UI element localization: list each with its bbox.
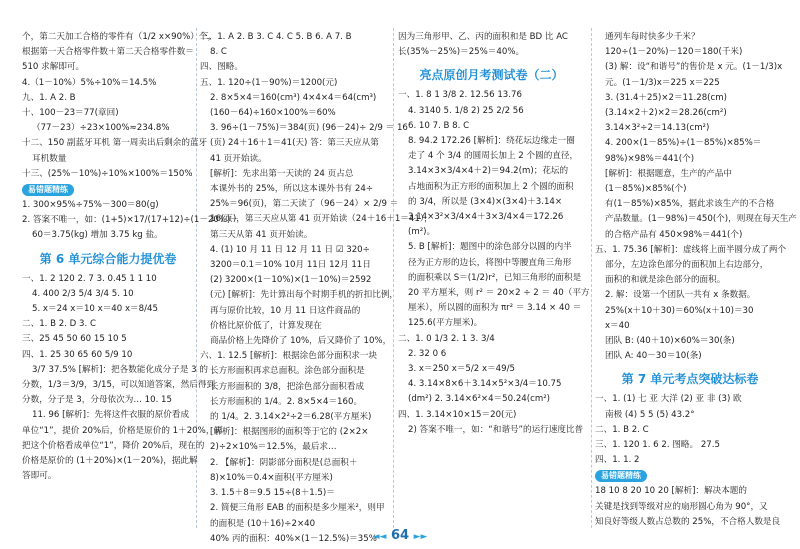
column-divider (196, 28, 197, 528)
text-line: 一、1. (1) 七 亚 大洋 (2) 亚 非 (3) 欧 (595, 394, 742, 405)
text-line: 18 10 8 20 10 20 [解析]：解决本题的 (595, 486, 747, 497)
text-line: 16(页)，第三天应从第 41 页开始读（24＋16＋1＝41）， (210, 214, 433, 225)
text-line: 分数，分子是 3，分母依次为… 10. 15 (22, 395, 172, 406)
text-line: 长方形面积再求总面积。涂色部分面积是 (210, 366, 365, 377)
text-line: 十、100－23＝77(章回) (22, 108, 119, 119)
text-line: 五、1. 120÷(1－90%)＝1200(元) (200, 77, 338, 88)
text-line: 答即可。 (22, 471, 57, 482)
text-line: 价格比原价低了，计算发现在 (210, 320, 322, 331)
text-line: 40% 丙的面积：40%×(1－12.5%)＝35% (210, 533, 377, 544)
text-line: 六、1. 12.5 [解析]：根据涂色部分面积求一块 (200, 351, 378, 362)
text-line: 3. (31.4＋25)×2＝11.28(cm) (605, 92, 727, 103)
text-line: 二、1. B 2. C (595, 424, 649, 435)
text-line: 三、25 45 50 60 15 10 5 (22, 334, 127, 345)
text-line: 再与原价比较，10 月 11 日这件商品的 (210, 305, 361, 316)
text-line: 有(1－85%)×85%，据此求该生产的不合格 (605, 199, 775, 210)
text-line: 3200＝0.1＝10% 10月 11日 12月 11日 (210, 260, 371, 271)
text-line: 四、1. 1. 2 (595, 455, 640, 466)
text-line: 3.14×3²÷2＝14.13(cm²) (605, 123, 710, 134)
text-line: 11. 96 [解析]：先将这件衣服的原价看成 (32, 410, 190, 421)
text-line: (1－85%)×85%(个) (605, 184, 687, 195)
text-line: 团队 B: (40＋10)×60%＝30(条) (605, 336, 735, 347)
column-4 (595, 30, 797, 530)
text-line: 三、1. 120 1. 6 2. 图略。 27.5 (595, 440, 720, 451)
text-line: 通列车每时快多少千米？ (605, 32, 700, 42)
text-line: 6. 10 7. B 8. C (408, 120, 470, 131)
text-line: [解析]：先求出第一天读的 24 页占总 (210, 168, 354, 179)
text-line: 2. 答案不唯一，如：(1+5)×17/(17+12)÷(1－20%)－ (22, 215, 239, 226)
text-line: 知良好等级人数占总数的 25%，不合格人数是良 (595, 516, 781, 527)
text-line: 1. 300×95%÷75%－300＝80(g) (22, 200, 159, 211)
section-title: 第 7 单元考点突破达标卷 (621, 372, 759, 387)
text-line: 的 1/4。2. 3.14×2²÷2＝6.28(平方厘米) (210, 412, 372, 423)
text-line: 根据第一天合格零件数＋第二天合格零件数＝ (22, 47, 194, 58)
text-line: 第三天从第 41 页开始读。 (210, 229, 313, 240)
text-line: 2. 简便三角形 EAB 的面积是多少厘米²，则甲 (210, 503, 385, 514)
text-line: 2) 答案不唯一，如：“和谐号”的运行速度比普 (408, 424, 584, 435)
text-line: 把这个价格看成单位“1”，降价 20%后，现在的 (22, 440, 205, 451)
text-line: 四、1. 25 30 65 60 5/9 10 (22, 349, 133, 360)
text-line: 耳机数量 (32, 153, 67, 164)
page-number-label: 64 (390, 528, 410, 543)
text-line: 3.14×3²×3/4×4＋3×3/4×4＝172.26 (408, 212, 564, 223)
text-line: (页) 24＋16＋1＝41(天) 答：第三天应从第 (210, 138, 379, 149)
text-line: 8. C (210, 47, 227, 58)
text-line: 20 平方厘米，则 r² ＝ 20×2 ÷ 2 ＝ 40（平方 (408, 288, 590, 299)
text-line: 个，第二天加工合格的零件有（1/2 x×90%）个， (22, 32, 217, 42)
text-line: 面积的和就是涂色部分的面积。 (605, 275, 726, 286)
page-number (0, 528, 800, 543)
text-line: 产品数量。(1－98%)＝450(个)，则现在每天生产 (605, 214, 797, 225)
text-line: (3) 解：设“和谐号”的售价是 x 元。(1－1/3)x (605, 62, 783, 73)
text-line: 四、1. 3.14×10×15＝20(元) (398, 409, 517, 420)
text-line: 3. x＝250 x＝5/2 x＝49/5 (408, 364, 515, 375)
text-line: 四、图略。 (200, 62, 243, 73)
text-line: 占地面积为正方形的面积加上 2 个圆的面积 (408, 181, 574, 192)
text-line: 4. (1) 10 月 11 日 12 月 11 日 ☑ 320÷ (210, 244, 370, 255)
text-line: (dm²) 2. 3.14×6²×4＝50.24(cm²) (408, 394, 550, 405)
text-line: 的面积乘以 S＝(1/2)r²，已知三角形的面积是 (408, 272, 582, 283)
text-line: 长(35%－25%)＝25%＝40%。 (398, 47, 525, 58)
text-line: 2)÷2×10%＝12.5%，最后求… (210, 442, 337, 453)
text-line: (2) 3200×(1－10%)×(1－10%)＝2592 (210, 275, 372, 286)
text-line: 2. 8×5×4＝160(cm³) 4×4×4＝64(cm³) (210, 92, 377, 103)
text-line: 8. 94.2 172.26 [解析]：绕花坛边缘走一圈 (408, 136, 575, 147)
text-line: 2. 32 0 6 (408, 348, 447, 359)
text-line: (3.14×2＋2)×2＝28.26(cm²) (605, 108, 727, 119)
text-line: 十二、150 副蓝牙耳机 第一周卖出后剩余的蓝牙 (22, 138, 208, 149)
text-line: 团队 A: 40－30＝10(条) (605, 351, 702, 362)
text-line: 3.14×3×3/4×4＋2)＝94.2(m)；花坛的 (408, 166, 569, 177)
text-line: 3. 96÷(1－75%)＝384(页) (96－24)÷ 2/9 ＝ 16 (210, 123, 408, 134)
text-line: 商品价格上先降价了 10%，后又降价了 10%， (210, 336, 392, 347)
text-line: [解析]：根据题意，生产的产品中 (605, 168, 733, 179)
error-practice-badge: 易错题精练 (595, 470, 647, 482)
text-line: 25%(x＋10＋30)＝60%(x＋10)＝30 (605, 305, 754, 316)
text-line: (160－64)÷160×100%＝60% (210, 108, 336, 119)
text-line: 走了 4 个 3/4 的圆周长加上 2 个圆的直径， (408, 151, 579, 162)
text-line: 一、1. 8 1 3/8 2. 12.56 13.76 (398, 90, 522, 101)
text-line: 的面积是 (10＋16)÷2×40 (210, 518, 316, 529)
text-line: 五、1. 75.36 [解析]：虚线将上面半圆分成了两个 (595, 244, 787, 255)
text-line: 一、1. 2 120 2. 7 3. 0.45 1 1 10 (22, 273, 157, 284)
text-line: 单位“1”，提价 20%后，价格是原价的 1＋20%，再 (22, 425, 224, 436)
text-line: (元) [解析]：先计算出每个时期手机的折扣比例， (210, 290, 399, 301)
text-line: 元。(1－1/3)x＝225 x＝225 (605, 77, 720, 88)
text-line: (m²)。 (408, 227, 436, 238)
text-line: （77－23）÷23×100%≈234.8% (32, 123, 170, 134)
text-line: 25%＝96(页)，第二天读了（96－24）× 2/9 ＝ (210, 199, 399, 210)
text-line: 部分，左边涂色部分的面积加上右边部分， (605, 260, 769, 271)
text-line: 120÷(1－20%)－120＝180(千米) (605, 47, 743, 58)
text-line: 分数，1/3＝3/9，3/15，可以知道答案，然后得到 (22, 380, 216, 391)
text-line: 2. 【解析】：阴影部分面积是(总面积＋ (210, 457, 358, 468)
text-line: 4. 400 2/3 5/4 3/4 5. 10 (32, 288, 134, 299)
text-line: 长方形面积的 3/8，把涂色部分面积看成 (210, 381, 365, 392)
text-line: 南极 (4) 5 5 (5) 43.2° (605, 409, 695, 420)
text-line: 十三、(25%－10%)÷10%×100%＝150% (22, 168, 193, 179)
text-line: 4. 3140 5. 1/8 2) 25 2/2 56 (408, 105, 524, 116)
text-line: 二、1. 0 1/3 2. 1 3. 3/4 (398, 333, 495, 344)
text-line: 二、1. B 2. D 3. C (22, 319, 96, 330)
text-line: 三、1. A 2. B 3. C 4. C 5. B 6. A 7. B (200, 32, 352, 42)
text-line: 的合格产品有 450×98%＝441(个) (605, 229, 743, 240)
error-practice-badge: 易错题精练 (22, 184, 74, 196)
text-line: 8)×10%＝0.4×面积(平方厘米) (210, 472, 333, 483)
section-title: 第 6 单元综合能力提优卷 (39, 251, 177, 266)
text-line: 4. 3.14×8×6＋3.14×5²×3/4＝10.75 (408, 379, 562, 390)
text-line: x＝40 (605, 320, 630, 331)
column-divider (393, 28, 394, 528)
text-line: 因为三角形甲、乙、丙的面积和是 BD 比 AC (398, 32, 568, 42)
text-line: 关键是找到等级对应的扇形圆心角为 90°，又 (595, 501, 768, 512)
text-line: 3/7 37.5% [解析]：把各数能化成分子是 3 的 (32, 364, 208, 375)
column-divider (591, 28, 592, 528)
text-line: 长方形面积的 1/4。2. 8×5×4＝160。 (210, 396, 363, 407)
text-line: 4. 200×(1－85%)÷(1－85%)×85%＝ (605, 138, 762, 149)
text-line: 价格是原价的 (1＋20%)×(1－20%)，据此解 (22, 456, 198, 467)
text-line: 125.6(平方厘米)。 (408, 318, 483, 329)
text-line: 60＝3.75(kg) 增加 3.75 kg 盐。 (32, 230, 163, 241)
text-line: 的 3/4，所以是 (3×4)×(3×4)＋3.14× (408, 196, 563, 207)
text-line: 510 求解即可。 (22, 62, 85, 73)
text-line: 5. x＝24 x＝10 x＝40 x＝8/45 (32, 304, 158, 315)
text-line: 厘米），所以圆的面积为 πr² ＝ 3.14 × 40 ＝ (408, 303, 582, 314)
column-3 (398, 30, 590, 438)
text-line: 径为正方形的边长，将图中等腰直角三角形 (408, 257, 572, 268)
text-line: 5. B [解析]：题图中的涂色部分以圆的内半 (408, 242, 572, 253)
section-title: 亮点原创月考测试卷（二） (419, 68, 564, 83)
text-line: 九、1. A 2. B (22, 92, 76, 103)
text-line: [解析]：根据图形的面积等于它的 (2×2× (210, 427, 369, 438)
text-line: 本课外书的 25%，所以这本课外书有 24÷ (210, 184, 374, 195)
col1-lines (22, 30, 217, 182)
text-line: 41 页开始读。 (210, 153, 267, 164)
page-prev-arrow-icon: ◄◄ (372, 532, 387, 542)
text-line: 4.（1－10%）5%÷10%＝14.5% (22, 77, 157, 88)
text-line: 3. 1.5＋8＝9.5 15÷(8＋1.5)＝ (210, 488, 335, 499)
page-next-arrow-icon: ►► (413, 532, 428, 542)
text-line: 2. 解：设第一个团队一共有 x 条数据。 (605, 290, 756, 301)
text-line: 98%)×98%＝441(个) (605, 153, 695, 164)
